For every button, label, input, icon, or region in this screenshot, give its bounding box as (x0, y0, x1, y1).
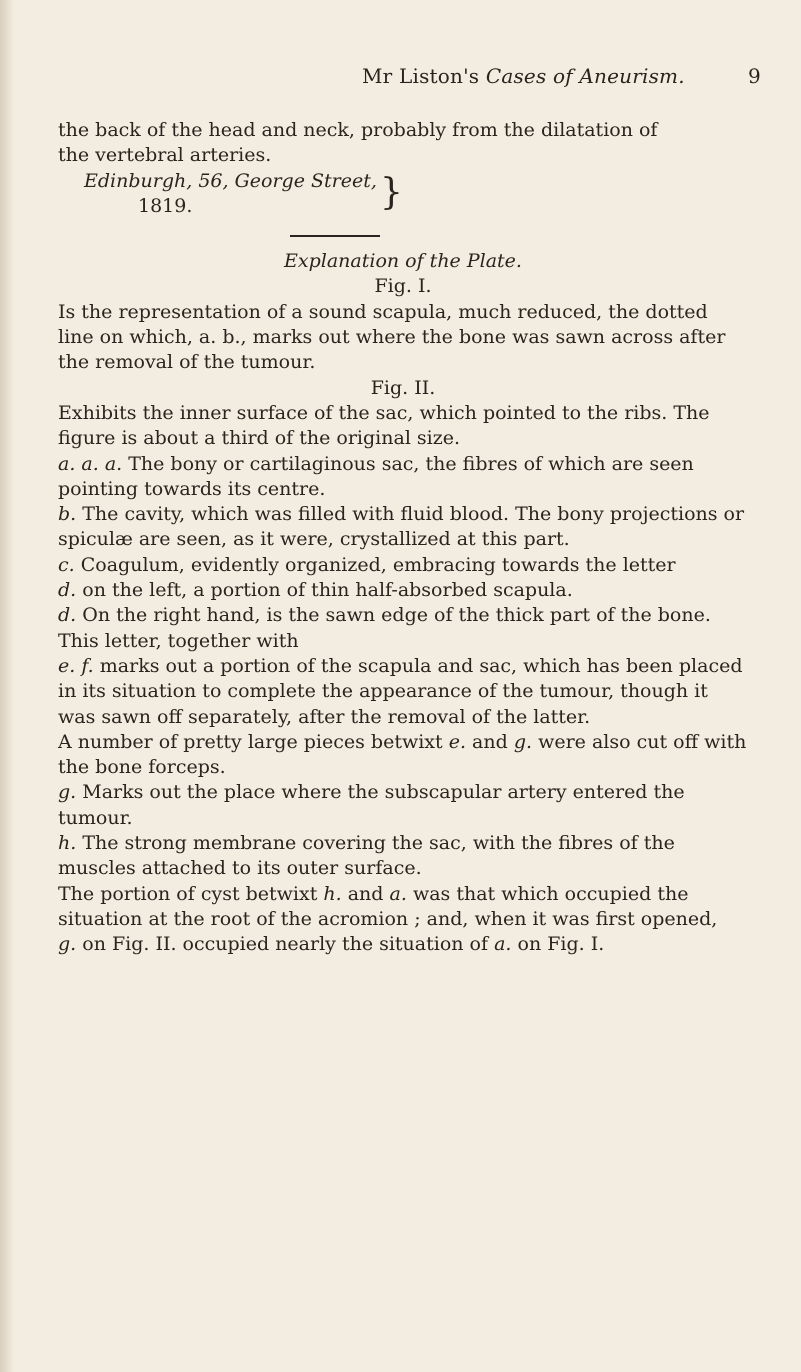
signature-brace: } (380, 171, 403, 213)
section-heading: Explanation of the Plate. (284, 250, 522, 273)
signature-block (58, 169, 748, 220)
item-d-left: d. on the left, a portion of thin half-absorbed scapula. (58, 579, 573, 602)
page-gutter-shadow (0, 0, 14, 1372)
pieces-paragraph: A number of pretty large pieces betwixt e. and g. were also cut off with the bone forceps. (58, 730, 747, 779)
signature-address: 56, George Street, (198, 169, 377, 192)
fig1-label: Fig. I. (374, 275, 432, 298)
running-title-italic: Cases of Aneurism. (485, 64, 685, 88)
running-head (362, 64, 685, 88)
opening-line-1: the back of the head and neck, probably from the dilatation of (58, 119, 658, 141)
signature-year: 1819. (138, 194, 193, 217)
item-ef: e. f. marks out a portion of the scapula and sac, which has been placed in its situation to complete the appearance of the tumour, though it was sawn off separately, after the removal of the latter. (58, 654, 743, 728)
fig2-text: Exhibits the inner surface of the sac, which pointed to the ribs. The figure is about a third of the original size. (58, 401, 710, 450)
item-g: g. Marks out the place where the subscapular artery entered the tumour. (58, 781, 685, 829)
item-a: a. a. a. The bony or cartilaginous sac, the fibres of which are seen pointing towards its centre. (58, 452, 694, 500)
signature-place: Edinburgh, (84, 169, 193, 192)
page-body (58, 118, 748, 958)
cyst-paragraph: The portion of cyst betwixt h. and a. was that which occupied the situation at the root of the acromion ; and, when it was first opened, (58, 882, 718, 930)
item-h: h. The strong membrane covering the sac, with the fibres of the muscles attached to its outer surface. (58, 832, 675, 880)
running-title-plain: Mr Liston's (362, 64, 480, 88)
item-c: c. Coagulum, evidently organized, embracing towards the letter (58, 553, 676, 576)
item-d-right: d. On the right hand, is the sawn edge of the thick part of the bone. This letter, together with (58, 604, 711, 652)
last-paragraph: g. on Fig. II. occupied nearly the situation of a. on Fig. I. (58, 933, 605, 956)
opening-line-2: the vertebral arteries. (58, 144, 272, 167)
item-b: b. The cavity, which was filled with fluid blood. The bony projections or spiculæ are seen, as it were, crystallized at this part. (58, 503, 745, 551)
fig2-label: Fig. II. (370, 376, 436, 399)
fig1-text: Is the representation of a sound scapula, much reduced, the dotted line on which, a. b., marks out where the bone was sawn across after the removal of the tumour. (58, 300, 726, 374)
page-number: 9 (748, 64, 761, 88)
section-divider (290, 235, 380, 237)
